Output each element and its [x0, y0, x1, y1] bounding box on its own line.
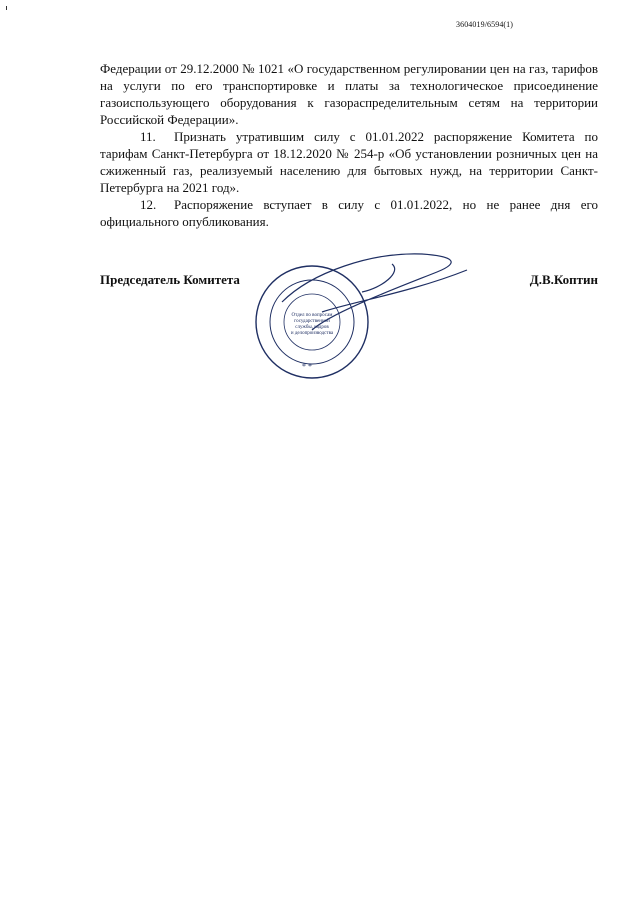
- signatory-title: Председатель Комитета: [100, 272, 240, 287]
- official-stamp: [252, 242, 482, 412]
- svg-text:* *: * *: [302, 362, 312, 371]
- continuation-paragraph: Федерации от 29.12.2000 № 1021 «О государственном регулировании цен на газ, тарифов на услуги по его транспортировке и платы за технологическое присоединение газоиспользующего оборудования к газораспределительным сетям на территории Российской Федерации».: [100, 61, 598, 127]
- svg-text:и делопроизводства: и делопроизводства: [290, 331, 334, 336]
- corner-mark: [6, 6, 7, 10]
- svg-text:службы, кадров: службы, кадров: [295, 325, 329, 330]
- item-12: [100, 196, 598, 230]
- signatory-name: Д.В.Коптин: [529, 272, 598, 287]
- document-body: [100, 60, 598, 230]
- svg-text:государственной: государственной: [294, 319, 330, 324]
- item-12-text: Распоряжение вступает в силу с 01.01.2022, но не ранее дня его официального опубликования.: [100, 197, 598, 229]
- item-12-number: 12.: [140, 197, 157, 212]
- item-11-number: 11.: [140, 129, 156, 144]
- svg-text:Отдел по вопросам: Отдел по вопросам: [291, 313, 333, 318]
- document-number: 3604019/6594(1): [456, 20, 514, 29]
- item-11-text: Признать утратившим силу с 01.01.2022 распоряжение Комитета по тарифам Санкт-Петербурга от 18.12.2020 № 254-р «Об установлении розничных цен на сжиженный газ, реализуемый населению для бытовых нужд, на территории Санкт-Петербурга на 2021 год».: [100, 129, 598, 195]
- item-11: [100, 128, 598, 196]
